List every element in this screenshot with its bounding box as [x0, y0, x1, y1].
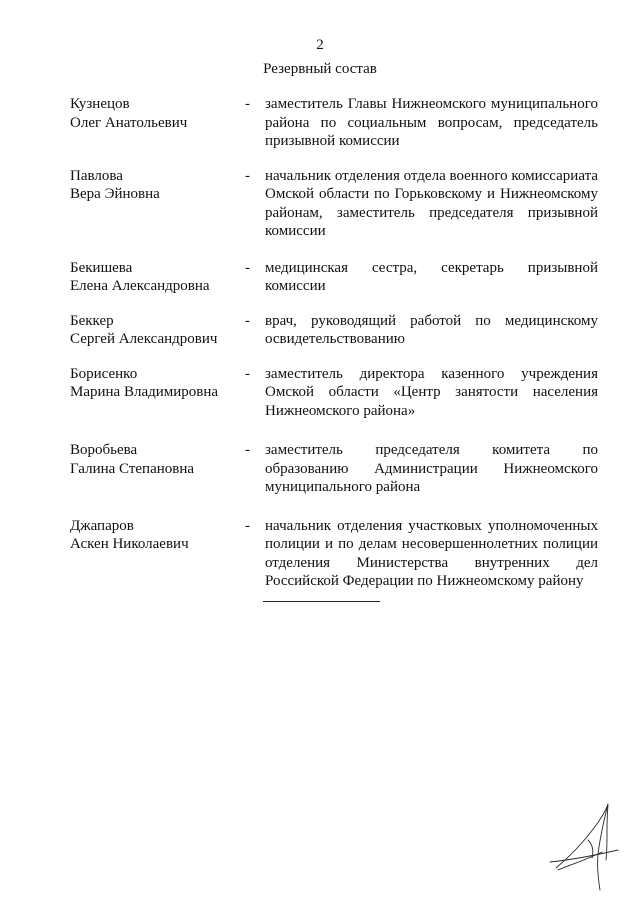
member-entry [70, 167, 600, 241]
member-entry [70, 517, 600, 591]
page-number: 2 [316, 37, 324, 53]
member-dash: - [245, 259, 250, 276]
member-entry [70, 441, 600, 497]
member-given-name: Аскен Николаевич [70, 536, 189, 552]
member-dash: - [245, 96, 250, 112]
member-given-name: Сергей Александрович [70, 331, 218, 347]
member-name [70, 312, 245, 349]
end-of-list-rule [263, 601, 380, 602]
member-role: заместитель Главы Нижнеомского муниципального района по социальным вопросам, председатель призывной комиссии [265, 96, 598, 149]
member-entry [70, 259, 600, 296]
member-name [70, 259, 245, 296]
member-given-name: Вера Эйновна [70, 186, 160, 202]
member-role: заместитель директора казенного учреждения Омской области «Центр занятости населения Нижнеомского района» [265, 365, 598, 419]
member-given-name: Марина Владимировна [70, 384, 219, 400]
member-role: медицинская сестра, секретарь призывной комиссии [265, 259, 598, 294]
member-role: начальник отделения отдела военного комиссариата Омской области по Горьковскому и Нижнеомскому районам, заместитель председателя призывной комиссии [265, 167, 598, 239]
member-name [70, 441, 245, 497]
member-dash: - [245, 442, 250, 458]
member-surname: Борисенко [70, 365, 138, 382]
member-dash: - [245, 517, 250, 534]
member-entry [70, 95, 600, 151]
member-role: заместитель председателя комитета по образованию Администрации Нижнеомского муниципального района [265, 442, 598, 495]
member-given-name: Олег Анатольевич [70, 114, 188, 131]
member-role: начальник отделения участковых уполномоченных полиции и по делам несовершеннолетних полиции отделения Министерства внутренних дел Российской Федерации по Нижнеомскому району [265, 517, 598, 589]
handwritten-signature-icon [548, 800, 620, 892]
member-dash: - [245, 365, 250, 382]
member-entry [70, 365, 600, 421]
member-name [70, 167, 245, 241]
member-surname: Беккер [70, 312, 114, 329]
member-name [70, 365, 245, 421]
document-title: Резервный состав [263, 61, 377, 77]
member-given-name: Елена Александровна [70, 278, 210, 294]
member-surname: Воробьева [70, 442, 138, 458]
member-surname: Джапаров [70, 517, 134, 534]
member-given-name: Галина Степановна [70, 460, 195, 477]
member-dash: - [245, 312, 250, 329]
member-name [70, 95, 245, 151]
member-surname: Павлова [70, 167, 123, 184]
member-dash: - [245, 167, 250, 184]
member-role: врач, руководящий работой по медицинскому освидетельствованию [265, 312, 598, 347]
member-name [70, 517, 245, 591]
member-surname: Кузнецов [70, 96, 130, 112]
member-surname: Бекишева [70, 259, 133, 276]
member-entry [70, 312, 600, 349]
member-list [70, 95, 600, 591]
